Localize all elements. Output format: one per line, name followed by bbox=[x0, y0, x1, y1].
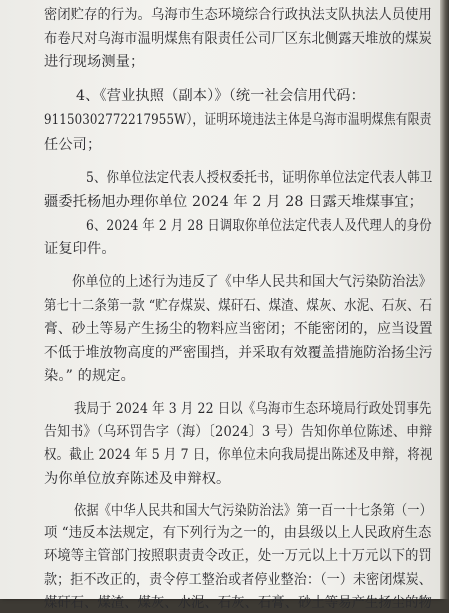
text-line: 证复印件。 bbox=[44, 241, 116, 257]
text-line: 款；拒不改正的，责令停工整治或者停业整治：（一）未密闭煤炭、 bbox=[44, 572, 432, 588]
text-line: 6、2024 年 2 月 28 日调取你单位法定代表人及代理人的身份 bbox=[86, 218, 432, 234]
text-line: 疆委托杨旭办理你单位 2024 年 2 月 28 日露天堆煤事宜； bbox=[44, 194, 423, 210]
text-line: 依据《中华人民共和国大气污染防治法》第一百一十七条第（一） bbox=[74, 503, 433, 519]
text-line: 我局于 2024 年 3 月 22 日以《乌海市生态环境局行政处罚事先 bbox=[74, 401, 432, 417]
text-line: 染。” 的规定。 bbox=[44, 368, 135, 384]
text-line: 为你单位放弃陈述及申辩权。 bbox=[44, 471, 231, 487]
text-line: 第七十二条第一款 “贮存煤炭、煤矸石、煤渣、煤灰、水泥、石灰、石 bbox=[44, 298, 433, 314]
text-line: 不低于堆放物高度的严密围挡，并采取有效覆盖措施防治扬尘污 bbox=[44, 345, 433, 361]
text-line: 任公司； bbox=[44, 137, 102, 153]
text-line: 环境等主管部门按照职责责令改正，处一万元以上十万元以下的罚 bbox=[44, 548, 432, 564]
text-line: 权。截止 2024 年 5 月 7 日，你单位未向我局提出陈述及申辩，将视 bbox=[44, 447, 433, 463]
text-line: 4、《营业执照（副本）》（统一社会信用代码： bbox=[76, 88, 365, 104]
page-edge-shadow bbox=[440, 0, 449, 599]
text-line: 告知书》（乌环罚告字（海）〔2024〕3 号）告知你单位陈述、申辩 bbox=[44, 424, 433, 440]
text-line: 进行现场测量； bbox=[44, 54, 145, 70]
text-line: 密闭贮存的行为。乌海市生态环境综合行政执法支队执法人员使用 bbox=[44, 7, 432, 23]
text-line: 91150302772217955W），证明环境违法主体是乌海市温明煤焦有限责 bbox=[44, 112, 432, 128]
text-line: 膏、砂土等易产生扬尘的物料应当密闭；不能密闭的，应当设置 bbox=[44, 321, 433, 337]
text-line: 布卷尺对乌海市温明煤焦有限责任公司厂区东北侧露天堆放的煤炭 bbox=[44, 31, 432, 47]
text-line: 5、你单位法定代表人授权委托书，证明你单位法定代表人韩卫 bbox=[86, 170, 433, 186]
text-line: 你单位的上述行为违反了《中华人民共和国大气污染防治法》 bbox=[72, 274, 433, 290]
text-line: 项 “违反本法规定，有下列行为之一的，由县级以上人民政府生态 bbox=[44, 525, 432, 541]
text-line: 煤矸石、煤渣、煤灰、水泥、石灰、石膏、砂土等易产生扬尘的物 bbox=[44, 595, 432, 611]
